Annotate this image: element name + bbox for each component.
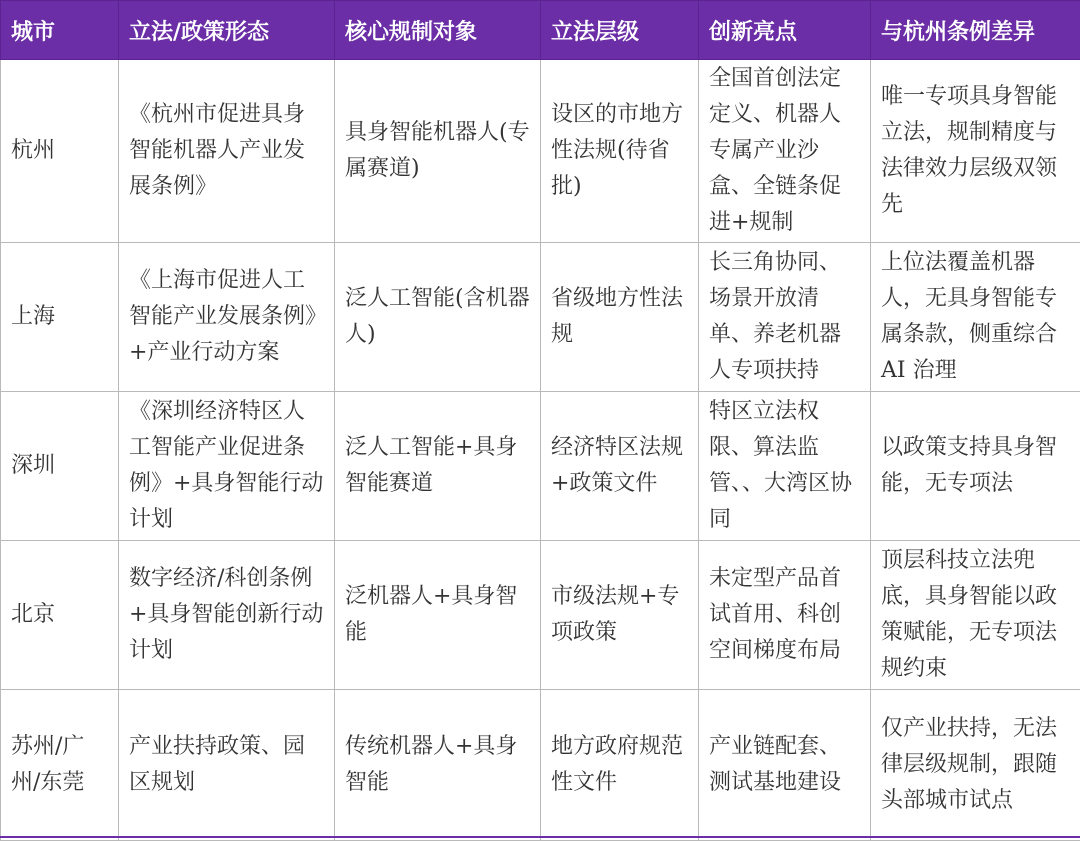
- cell-innovation-highlights: 特区立法权限、算法监管、、大湾区协同: [699, 392, 871, 541]
- cell-legislation-level: 市级法规+专项政策: [541, 541, 699, 690]
- cell-regulated-object: 具身智能机器人(专属赛道): [335, 60, 541, 243]
- header-row: [1, 1, 1080, 60]
- cell-regulated-object: 泛机器人+具身智能: [335, 541, 541, 690]
- table-row: [1, 541, 1080, 690]
- header-difference: 与杭州条例差异: [871, 1, 1080, 60]
- cell-difference: 以政策支持具身智能，无专项法: [871, 392, 1080, 541]
- cell-legislation-level: 省级地方性法规: [541, 243, 699, 392]
- cell-regulated-object: 泛人工智能+具身智能赛道: [335, 392, 541, 541]
- table-row: [1, 243, 1080, 392]
- cell-legislation-level: 经济特区法规+政策文件: [541, 392, 699, 541]
- header-legislation-level: 立法层级: [541, 1, 699, 60]
- table-header: [1, 1, 1080, 60]
- cell-innovation-highlights: 全国首创法定定义、机器人专属产业沙盒、全链条促进+规制: [699, 60, 871, 243]
- cell-legislation-form: 《上海市促进人工智能产业发展条例》+产业行动方案: [119, 243, 335, 392]
- cell-legislation-form: 《深圳经济特区人工智能产业促进条例》+具身智能行动计划: [119, 392, 335, 541]
- cell-innovation-highlights: 未定型产品首试首用、科创空间梯度布局: [699, 541, 871, 690]
- header-city: 城市: [1, 1, 119, 60]
- cell-city: 北京: [1, 541, 119, 690]
- cell-difference: 顶层科技立法兜底，具身智能以政策赋能，无专项法规约束: [871, 541, 1080, 690]
- cell-difference: 唯一专项具身智能立法，规制精度与法律效力层级双领先: [871, 60, 1080, 243]
- cell-city: 上海: [1, 243, 119, 392]
- cell-legislation-level: 设区的市地方性法规(待省批): [541, 60, 699, 243]
- cell-city: 苏州/广州/东莞: [1, 690, 119, 841]
- cell-legislation-form: 产业扶持政策、园区规划: [119, 690, 335, 841]
- cell-legislation-form: 数字经济/科创条例+具身智能创新行动计划: [119, 541, 335, 690]
- cell-difference: 仅产业扶持，无法律层级规制，跟随头部城市试点: [871, 690, 1080, 841]
- cell-difference: 上位法覆盖机器人，无具身智能专属条款，侧重综合 AI 治理: [871, 243, 1080, 392]
- cell-innovation-highlights: 产业链配套、测试基地建设: [699, 690, 871, 841]
- table-row: [1, 60, 1080, 243]
- cell-regulated-object: 泛人工智能(含机器人): [335, 243, 541, 392]
- header-regulated-object: 核心规制对象: [335, 1, 541, 60]
- cell-innovation-highlights: 长三角协同、场景开放清单、养老机器人专项扶持: [699, 243, 871, 392]
- table-body: [1, 60, 1080, 841]
- table-row: [1, 690, 1080, 841]
- header-innovation-highlights: 创新亮点: [699, 1, 871, 60]
- table-bottom-rule: [0, 836, 1080, 838]
- table-row: [1, 392, 1080, 541]
- cell-legislation-level: 地方政府规范性文件: [541, 690, 699, 841]
- cell-regulated-object: 传统机器人+具身智能: [335, 690, 541, 841]
- cell-city: 杭州: [1, 60, 119, 243]
- header-legislation-form: 立法/政策形态: [119, 1, 335, 60]
- cell-legislation-form: 《杭州市促进具身智能机器人产业发展条例》: [119, 60, 335, 243]
- cell-city: 深圳: [1, 392, 119, 541]
